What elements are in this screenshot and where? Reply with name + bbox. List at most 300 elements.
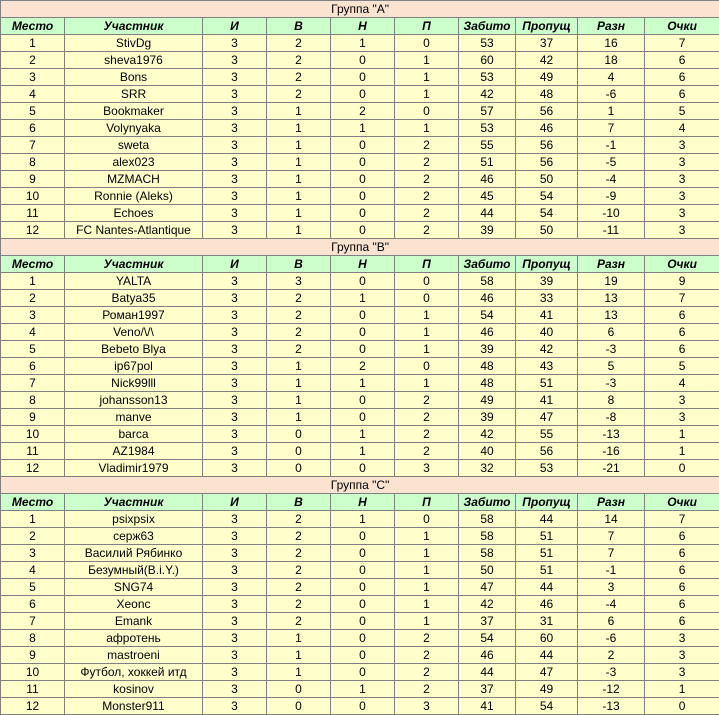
- col-wins-header: В: [267, 256, 331, 273]
- wins-cell: 1: [267, 375, 331, 392]
- points-cell: 6: [645, 69, 719, 86]
- draws-cell: 1: [331, 426, 395, 443]
- diff-cell: 1: [578, 103, 645, 120]
- place-cell: 4: [1, 324, 65, 341]
- participant-cell: серж63: [65, 528, 203, 545]
- conceded-cell: 43: [516, 358, 578, 375]
- draws-cell: 1: [331, 120, 395, 137]
- points-cell: 4: [645, 120, 719, 137]
- played-cell: 3: [203, 154, 267, 171]
- scored-cell: 58: [459, 528, 516, 545]
- table-row: [1, 103, 719, 120]
- scored-cell: 42: [459, 596, 516, 613]
- table-row: [1, 205, 719, 222]
- losses-cell: 1: [395, 120, 459, 137]
- col-participant-header: Участник: [65, 18, 203, 35]
- wins-cell: 2: [267, 579, 331, 596]
- points-cell: 1: [645, 443, 719, 460]
- scored-cell: 47: [459, 579, 516, 596]
- wins-cell: 2: [267, 86, 331, 103]
- place-cell: 7: [1, 375, 65, 392]
- table-row: [1, 426, 719, 443]
- participant-cell: Batya35: [65, 290, 203, 307]
- conceded-cell: 51: [516, 545, 578, 562]
- participant-cell: MZMACH: [65, 171, 203, 188]
- wins-cell: 0: [267, 698, 331, 715]
- draws-cell: 2: [331, 358, 395, 375]
- played-cell: 3: [203, 69, 267, 86]
- draws-cell: 0: [331, 562, 395, 579]
- conceded-cell: 51: [516, 562, 578, 579]
- col-draws-header: Н: [331, 494, 395, 511]
- col-played-header: И: [203, 256, 267, 273]
- diff-cell: -9: [578, 188, 645, 205]
- draws-cell: 1: [331, 35, 395, 52]
- participant-cell: ip67pol: [65, 358, 203, 375]
- played-cell: 3: [203, 562, 267, 579]
- wins-cell: 2: [267, 511, 331, 528]
- participant-cell: Василий Рябинко: [65, 545, 203, 562]
- conceded-cell: 56: [516, 154, 578, 171]
- draws-cell: 0: [331, 86, 395, 103]
- table-row: [1, 222, 719, 239]
- conceded-cell: 46: [516, 120, 578, 137]
- played-cell: 3: [203, 171, 267, 188]
- draws-cell: 0: [331, 69, 395, 86]
- played-cell: 3: [203, 596, 267, 613]
- col-diff-header: Разн: [578, 18, 645, 35]
- losses-cell: 2: [395, 443, 459, 460]
- scored-cell: 58: [459, 511, 516, 528]
- played-cell: 3: [203, 647, 267, 664]
- scored-cell: 45: [459, 188, 516, 205]
- draws-cell: 1: [331, 511, 395, 528]
- col-wins-header: В: [267, 494, 331, 511]
- col-scored-header: Забито: [459, 256, 516, 273]
- draws-cell: 0: [331, 324, 395, 341]
- scored-cell: 48: [459, 358, 516, 375]
- losses-cell: 3: [395, 698, 459, 715]
- group-title: Группа "C": [1, 477, 719, 494]
- participant-cell: Nick99lll: [65, 375, 203, 392]
- participant-cell: SRR: [65, 86, 203, 103]
- col-place-header: Место: [1, 256, 65, 273]
- losses-cell: 1: [395, 341, 459, 358]
- participant-cell: Xeonc: [65, 596, 203, 613]
- diff-cell: 3: [578, 579, 645, 596]
- table-row: [1, 664, 719, 681]
- points-cell: 7: [645, 290, 719, 307]
- losses-cell: 1: [395, 528, 459, 545]
- diff-cell: 7: [578, 120, 645, 137]
- place-cell: 11: [1, 205, 65, 222]
- diff-cell: 4: [578, 69, 645, 86]
- played-cell: 3: [203, 426, 267, 443]
- scored-cell: 46: [459, 171, 516, 188]
- losses-cell: 1: [395, 86, 459, 103]
- place-cell: 5: [1, 103, 65, 120]
- scored-cell: 53: [459, 35, 516, 52]
- points-cell: 6: [645, 579, 719, 596]
- table-row: [1, 698, 719, 715]
- participant-cell: mastroeni: [65, 647, 203, 664]
- table-row: [1, 528, 719, 545]
- diff-cell: -4: [578, 171, 645, 188]
- conceded-cell: 49: [516, 681, 578, 698]
- col-participant-header: Участник: [65, 256, 203, 273]
- draws-cell: 0: [331, 341, 395, 358]
- place-cell: 1: [1, 35, 65, 52]
- played-cell: 3: [203, 222, 267, 239]
- wins-cell: 2: [267, 52, 331, 69]
- wins-cell: 1: [267, 188, 331, 205]
- place-cell: 8: [1, 392, 65, 409]
- points-cell: 6: [645, 596, 719, 613]
- diff-cell: 18: [578, 52, 645, 69]
- wins-cell: 2: [267, 35, 331, 52]
- place-cell: 3: [1, 545, 65, 562]
- table-row: [1, 35, 719, 52]
- conceded-cell: 41: [516, 307, 578, 324]
- diff-cell: 6: [578, 613, 645, 630]
- losses-cell: 1: [395, 613, 459, 630]
- played-cell: 3: [203, 205, 267, 222]
- losses-cell: 1: [395, 307, 459, 324]
- participant-cell: Ronnie (Aleks): [65, 188, 203, 205]
- draws-cell: 0: [331, 222, 395, 239]
- col-losses-header: П: [395, 256, 459, 273]
- diff-cell: 14: [578, 511, 645, 528]
- wins-cell: 1: [267, 392, 331, 409]
- losses-cell: 2: [395, 681, 459, 698]
- scored-cell: 39: [459, 222, 516, 239]
- participant-cell: sweta: [65, 137, 203, 154]
- played-cell: 3: [203, 86, 267, 103]
- diff-cell: -13: [578, 426, 645, 443]
- conceded-cell: 56: [516, 137, 578, 154]
- conceded-cell: 48: [516, 86, 578, 103]
- diff-cell: 5: [578, 358, 645, 375]
- conceded-cell: 46: [516, 596, 578, 613]
- diff-cell: -11: [578, 222, 645, 239]
- losses-cell: 1: [395, 324, 459, 341]
- losses-cell: 2: [395, 664, 459, 681]
- place-cell: 4: [1, 562, 65, 579]
- wins-cell: 1: [267, 664, 331, 681]
- losses-cell: 0: [395, 358, 459, 375]
- diff-cell: 6: [578, 324, 645, 341]
- played-cell: 3: [203, 392, 267, 409]
- wins-cell: 2: [267, 69, 331, 86]
- place-cell: 6: [1, 120, 65, 137]
- played-cell: 3: [203, 375, 267, 392]
- points-cell: 4: [645, 375, 719, 392]
- scored-cell: 54: [459, 630, 516, 647]
- place-cell: 6: [1, 358, 65, 375]
- place-cell: 9: [1, 647, 65, 664]
- participant-cell: Роман1997: [65, 307, 203, 324]
- points-cell: 0: [645, 698, 719, 715]
- table-row: [1, 154, 719, 171]
- wins-cell: 0: [267, 681, 331, 698]
- participant-cell: YALTA: [65, 273, 203, 290]
- points-cell: 3: [645, 392, 719, 409]
- wins-cell: 1: [267, 137, 331, 154]
- place-cell: 3: [1, 69, 65, 86]
- conceded-cell: 54: [516, 205, 578, 222]
- group-b-title-row: [1, 239, 719, 256]
- played-cell: 3: [203, 103, 267, 120]
- col-losses-header: П: [395, 18, 459, 35]
- points-cell: 6: [645, 307, 719, 324]
- place-cell: 5: [1, 341, 65, 358]
- scored-cell: 44: [459, 205, 516, 222]
- draws-cell: 0: [331, 307, 395, 324]
- diff-cell: 2: [578, 647, 645, 664]
- points-cell: 3: [645, 205, 719, 222]
- wins-cell: 1: [267, 171, 331, 188]
- losses-cell: 2: [395, 222, 459, 239]
- diff-cell: -3: [578, 341, 645, 358]
- diff-cell: 7: [578, 545, 645, 562]
- losses-cell: 1: [395, 375, 459, 392]
- diff-cell: -16: [578, 443, 645, 460]
- participant-cell: Безумный(B.i.Y.): [65, 562, 203, 579]
- played-cell: 3: [203, 307, 267, 324]
- points-cell: 6: [645, 86, 719, 103]
- group-c-title-row: [1, 477, 719, 494]
- participant-cell: psixpsix: [65, 511, 203, 528]
- conceded-cell: 44: [516, 579, 578, 596]
- wins-cell: 0: [267, 460, 331, 477]
- points-cell: 5: [645, 358, 719, 375]
- losses-cell: 2: [395, 188, 459, 205]
- participant-cell: barca: [65, 426, 203, 443]
- draws-cell: 1: [331, 375, 395, 392]
- wins-cell: 2: [267, 528, 331, 545]
- played-cell: 3: [203, 409, 267, 426]
- played-cell: 3: [203, 545, 267, 562]
- table-row: [1, 443, 719, 460]
- points-cell: 3: [645, 222, 719, 239]
- diff-cell: -10: [578, 205, 645, 222]
- place-cell: 2: [1, 528, 65, 545]
- place-cell: 10: [1, 188, 65, 205]
- points-cell: 7: [645, 35, 719, 52]
- points-cell: 6: [645, 562, 719, 579]
- conceded-cell: 47: [516, 409, 578, 426]
- table-row: [1, 375, 719, 392]
- losses-cell: 2: [395, 426, 459, 443]
- group-title: Группа "A": [1, 1, 719, 18]
- diff-cell: -3: [578, 664, 645, 681]
- losses-cell: 1: [395, 52, 459, 69]
- losses-cell: 1: [395, 69, 459, 86]
- diff-cell: -1: [578, 562, 645, 579]
- participant-cell: johansson13: [65, 392, 203, 409]
- points-cell: 3: [645, 188, 719, 205]
- col-conceded-header: Пропущ: [516, 18, 578, 35]
- losses-cell: 0: [395, 511, 459, 528]
- conceded-cell: 31: [516, 613, 578, 630]
- draws-cell: 0: [331, 188, 395, 205]
- col-points-header: Очки: [645, 18, 719, 35]
- place-cell: 2: [1, 290, 65, 307]
- conceded-cell: 40: [516, 324, 578, 341]
- wins-cell: 1: [267, 647, 331, 664]
- wins-cell: 3: [267, 273, 331, 290]
- wins-cell: 1: [267, 154, 331, 171]
- played-cell: 3: [203, 613, 267, 630]
- scored-cell: 60: [459, 52, 516, 69]
- scored-cell: 50: [459, 562, 516, 579]
- col-wins-header: В: [267, 18, 331, 35]
- place-cell: 12: [1, 222, 65, 239]
- conceded-cell: 49: [516, 69, 578, 86]
- table-row: [1, 324, 719, 341]
- diff-cell: -6: [578, 630, 645, 647]
- col-conceded-header: Пропущ: [516, 256, 578, 273]
- diff-cell: 13: [578, 307, 645, 324]
- group-a-title-row: [1, 1, 719, 18]
- conceded-cell: 42: [516, 341, 578, 358]
- table-row: [1, 290, 719, 307]
- points-cell: 5: [645, 103, 719, 120]
- scored-cell: 58: [459, 545, 516, 562]
- points-cell: 6: [645, 341, 719, 358]
- losses-cell: 2: [395, 137, 459, 154]
- table-row: [1, 69, 719, 86]
- table-row: [1, 52, 719, 69]
- wins-cell: 1: [267, 120, 331, 137]
- points-cell: 6: [645, 613, 719, 630]
- draws-cell: 0: [331, 647, 395, 664]
- conceded-cell: 41: [516, 392, 578, 409]
- place-cell: 9: [1, 171, 65, 188]
- draws-cell: 0: [331, 154, 395, 171]
- losses-cell: 1: [395, 562, 459, 579]
- played-cell: 3: [203, 630, 267, 647]
- wins-cell: 2: [267, 341, 331, 358]
- points-cell: 6: [645, 324, 719, 341]
- scored-cell: 42: [459, 86, 516, 103]
- wins-cell: 2: [267, 596, 331, 613]
- col-scored-header: Забито: [459, 494, 516, 511]
- wins-cell: 2: [267, 290, 331, 307]
- losses-cell: 0: [395, 273, 459, 290]
- col-participant-header: Участник: [65, 494, 203, 511]
- participant-cell: StivDg: [65, 35, 203, 52]
- place-cell: 11: [1, 443, 65, 460]
- diff-cell: -6: [578, 86, 645, 103]
- table-row: [1, 545, 719, 562]
- points-cell: 1: [645, 426, 719, 443]
- scored-cell: 53: [459, 69, 516, 86]
- draws-cell: 0: [331, 528, 395, 545]
- place-cell: 8: [1, 630, 65, 647]
- conceded-cell: 55: [516, 426, 578, 443]
- played-cell: 3: [203, 290, 267, 307]
- place-cell: 4: [1, 86, 65, 103]
- scored-cell: 46: [459, 647, 516, 664]
- col-played-header: И: [203, 18, 267, 35]
- col-played-header: И: [203, 494, 267, 511]
- draws-cell: 0: [331, 545, 395, 562]
- played-cell: 3: [203, 698, 267, 715]
- scored-cell: 32: [459, 460, 516, 477]
- table-row: [1, 86, 719, 103]
- place-cell: 1: [1, 511, 65, 528]
- participant-cell: Футбол, хоккей итд: [65, 664, 203, 681]
- scored-cell: 55: [459, 137, 516, 154]
- points-cell: 3: [645, 664, 719, 681]
- conceded-cell: 44: [516, 647, 578, 664]
- place-cell: 7: [1, 613, 65, 630]
- draws-cell: 0: [331, 205, 395, 222]
- points-cell: 3: [645, 647, 719, 664]
- diff-cell: 7: [578, 528, 645, 545]
- place-cell: 9: [1, 409, 65, 426]
- wins-cell: 1: [267, 103, 331, 120]
- table-row: [1, 120, 719, 137]
- conceded-cell: 50: [516, 171, 578, 188]
- played-cell: 3: [203, 579, 267, 596]
- col-points-header: Очки: [645, 256, 719, 273]
- conceded-cell: 51: [516, 528, 578, 545]
- draws-cell: 0: [331, 273, 395, 290]
- points-cell: 3: [645, 630, 719, 647]
- conceded-cell: 56: [516, 103, 578, 120]
- place-cell: 12: [1, 460, 65, 477]
- table-row: [1, 630, 719, 647]
- draws-cell: 0: [331, 52, 395, 69]
- wins-cell: 1: [267, 222, 331, 239]
- place-cell: 8: [1, 154, 65, 171]
- place-cell: 10: [1, 426, 65, 443]
- losses-cell: 1: [395, 596, 459, 613]
- participant-cell: Veno/\/\: [65, 324, 203, 341]
- table-row: [1, 681, 719, 698]
- participant-cell: Vladimir1979: [65, 460, 203, 477]
- conceded-cell: 54: [516, 188, 578, 205]
- col-place-header: Место: [1, 18, 65, 35]
- losses-cell: 2: [395, 409, 459, 426]
- table-row: [1, 273, 719, 290]
- played-cell: 3: [203, 324, 267, 341]
- diff-cell: -8: [578, 409, 645, 426]
- place-cell: 1: [1, 273, 65, 290]
- participant-cell: alex023: [65, 154, 203, 171]
- participant-cell: Volynyaka: [65, 120, 203, 137]
- draws-cell: 0: [331, 392, 395, 409]
- participant-cell: AZ1984: [65, 443, 203, 460]
- scored-cell: 42: [459, 426, 516, 443]
- table-row: [1, 511, 719, 528]
- draws-cell: 1: [331, 443, 395, 460]
- scored-cell: 53: [459, 120, 516, 137]
- scored-cell: 49: [459, 392, 516, 409]
- conceded-cell: 54: [516, 698, 578, 715]
- group-b-header-row: [1, 256, 719, 273]
- standings-body: [1, 1, 719, 715]
- scored-cell: 40: [459, 443, 516, 460]
- diff-cell: -13: [578, 698, 645, 715]
- participant-cell: kosinov: [65, 681, 203, 698]
- points-cell: 3: [645, 409, 719, 426]
- scored-cell: 58: [459, 273, 516, 290]
- losses-cell: 0: [395, 290, 459, 307]
- draws-cell: 0: [331, 409, 395, 426]
